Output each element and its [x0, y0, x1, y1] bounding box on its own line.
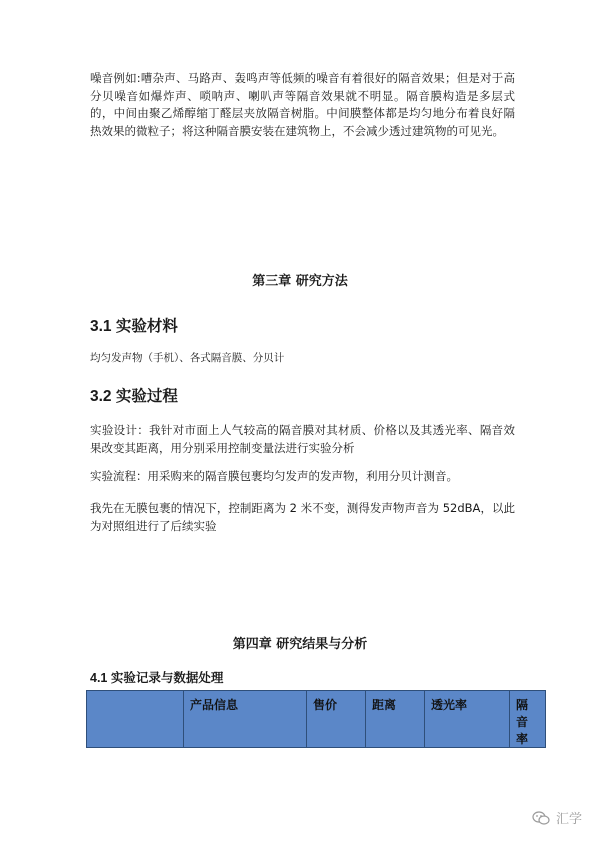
wechat-icon: [532, 811, 550, 825]
watermark: [532, 808, 582, 827]
table-header-distance: 距离: [366, 691, 425, 748]
section-3-1-heading: 3.1 实验材料: [90, 318, 178, 335]
section-3-2-heading: 3.2 实验过程: [90, 388, 178, 405]
control-group-text: 我先在无膜包裹的情况下，控制距离为 2 米不变，测得发声物声音为 52dBA，以此为对照组进行了后续实验: [90, 501, 515, 533]
intro-paragraph: 噪音例如:嘈杂声、马路声、轰鸣声等低频的噪音有着很好的隔音效果；但是对于高分贝噪音如爆炸声、唢呐声、喇叭声等隔音效果就不明显。隔音膜构造是多层式的，中间由聚乙烯醇缩丁醛层夹放隔音树脂。中间膜整体都是均匀地分布着良好隔热效果的微粒子；将这种隔音膜安装在建筑物上，不会减少透过建筑物的可见光。: [90, 71, 515, 138]
chapter-4-title: 第四章 研究结果与分析: [232, 637, 368, 652]
table-header-blank: [87, 691, 184, 748]
section-3-1-text: 均匀发声物（手机）、各式隔音膜、分贝计: [90, 352, 285, 364]
experiment-procedure-text: 实验流程：用采购来的隔音膜包裹均匀发声的发声物，利用分贝计测音。: [90, 469, 458, 483]
table-header-transmittance: 透光率: [425, 691, 510, 748]
table-header-row: [87, 691, 546, 748]
experiment-design-text: 实验设计：我针对市面上人气较高的隔音膜对其材质、价格以及其透光率、隔音效果改变其距离，用分别采用控制变量法进行实验分析: [90, 423, 515, 455]
table-header-sound-insulation: 隔音率: [510, 691, 546, 748]
data-table: [86, 690, 546, 748]
watermark-text: 汇学: [555, 812, 582, 827]
table-header-price: 售价: [307, 691, 366, 748]
table-header-product-info: 产品信息: [184, 691, 307, 748]
section-4-1-heading: 4.1 实验记录与数据处理: [90, 671, 224, 685]
chapter-3-title: 第三章 研究方法: [252, 274, 348, 289]
